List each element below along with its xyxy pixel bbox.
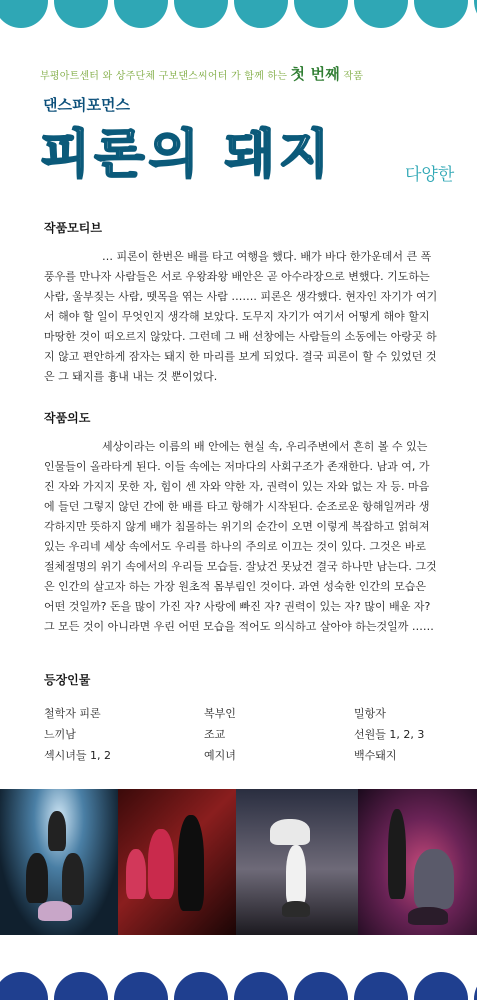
motive-paragraph: … 피론이 한번은 배를 타고 여행을 했다. 배가 바다 한가운데서 큰 폭풍우를 만나자 사람들은 서로 우왕좌왕 배안은 곧 아수라장으로 변했다. 기도하는 사람, 울부짖는 사람, 뗏목을 엮는 사람 ……. 피론은 생각했다. 현자인 자기가 여기서 해야 할 일이 무엇인지 생각해 보았다. 도무지 자기가 여기서 어떻게 해야 할지 마땅한 것이 떠오르지 않았다. 그런데 그 배 선창에는 사람들의 소동에는 아랑곳 하지 않고 편안하게 잠자는 돼지 한 마리를 보게 되었다. 결국 피론이 할 수 있었던 것은 그 돼지를 흉내 내는 것 뿐이었다. xyxy=(44,250,438,383)
cast-member: 조교 xyxy=(204,728,226,741)
page-title: 피론의 돼지 xyxy=(40,125,334,185)
author: 다양한 xyxy=(405,165,455,185)
top-dots-decoration xyxy=(0,0,477,40)
cast-list xyxy=(44,705,444,768)
tagline-text: 부평아트센터 와 상주단체 구보댄스씨어터 가 함께 하는 xyxy=(40,71,288,82)
cast-member: 섹시녀들 1, 2 xyxy=(44,749,111,762)
tagline-highlight: 첫 번째 xyxy=(290,65,340,83)
cast-member: 백수돼지 xyxy=(354,749,397,762)
cast-row xyxy=(44,705,444,726)
breakdance-photo xyxy=(236,789,358,935)
photo-strip xyxy=(0,789,477,935)
cast-heading: 등장인물 xyxy=(44,673,91,687)
cast-member: 예지녀 xyxy=(204,749,236,762)
duet-stage-photo xyxy=(358,789,477,935)
cast-member: 철학자 피론 xyxy=(44,707,101,720)
cast-member: 복부인 xyxy=(204,707,236,720)
cast-row xyxy=(44,747,444,768)
motive-heading: 작품모티브 xyxy=(44,221,102,235)
tagline xyxy=(40,63,363,84)
intent-paragraph: 세상이라는 이름의 배 안에는 현실 속, 우리주변에서 흔히 볼 수 있는 인물들이 올라타게 된다. 이들 속에는 저마다의 사회구조가 존재한다. 남과 여, 가진 자와 가지지 못한 자, 힘이 센 자와 약한 자, 권력이 있는 자와 없는 자 등. 마음에 들던 그렇지 않던 간에 한 배를 타고 항해가 시작된다. 순조로운 항해일꺼라 생각하지만 뜻하지 않게 배가 침몰하는 위기의 순간이 오면 이렇게 복잡하고 얽혀져 있는 우리네 세상 속에서도 우리를 하나의 주의로 이끄는 것이 있다. 그것은 바로 절체절명의 위기 속에서의 우리들 모습들. 잘났건 못났건 결국 하나만 남는다. 그것은 인간의 살고자 하는 가장 원초적 몸부림인 것이다. 과연 성숙한 인간의 모습은 어떤 것일까? 돈을 많이 가진 자? 사랑에 빠진 자? 권력이 있는 자? 많이 배운 자? 그 모든 것이 아니라면 우린 어떤 모습을 적어도 의식하고 살아야 하는것일까 …… xyxy=(44,440,437,633)
acrobatic-lift-photo xyxy=(0,789,118,935)
cast-member: 밀항자 xyxy=(354,707,386,720)
tagline-suffix: 작품 xyxy=(343,71,364,82)
cast-row xyxy=(44,726,444,747)
cast-member: 선원들 1, 2, 3 xyxy=(354,728,425,741)
couple-dance-photo xyxy=(118,789,236,935)
intent-heading: 작품의도 xyxy=(44,411,91,425)
bottom-dots-decoration xyxy=(0,960,477,1000)
cast-member: 느끼남 xyxy=(44,728,76,741)
subtitle: 댄스퍼포먼스 xyxy=(43,96,130,114)
